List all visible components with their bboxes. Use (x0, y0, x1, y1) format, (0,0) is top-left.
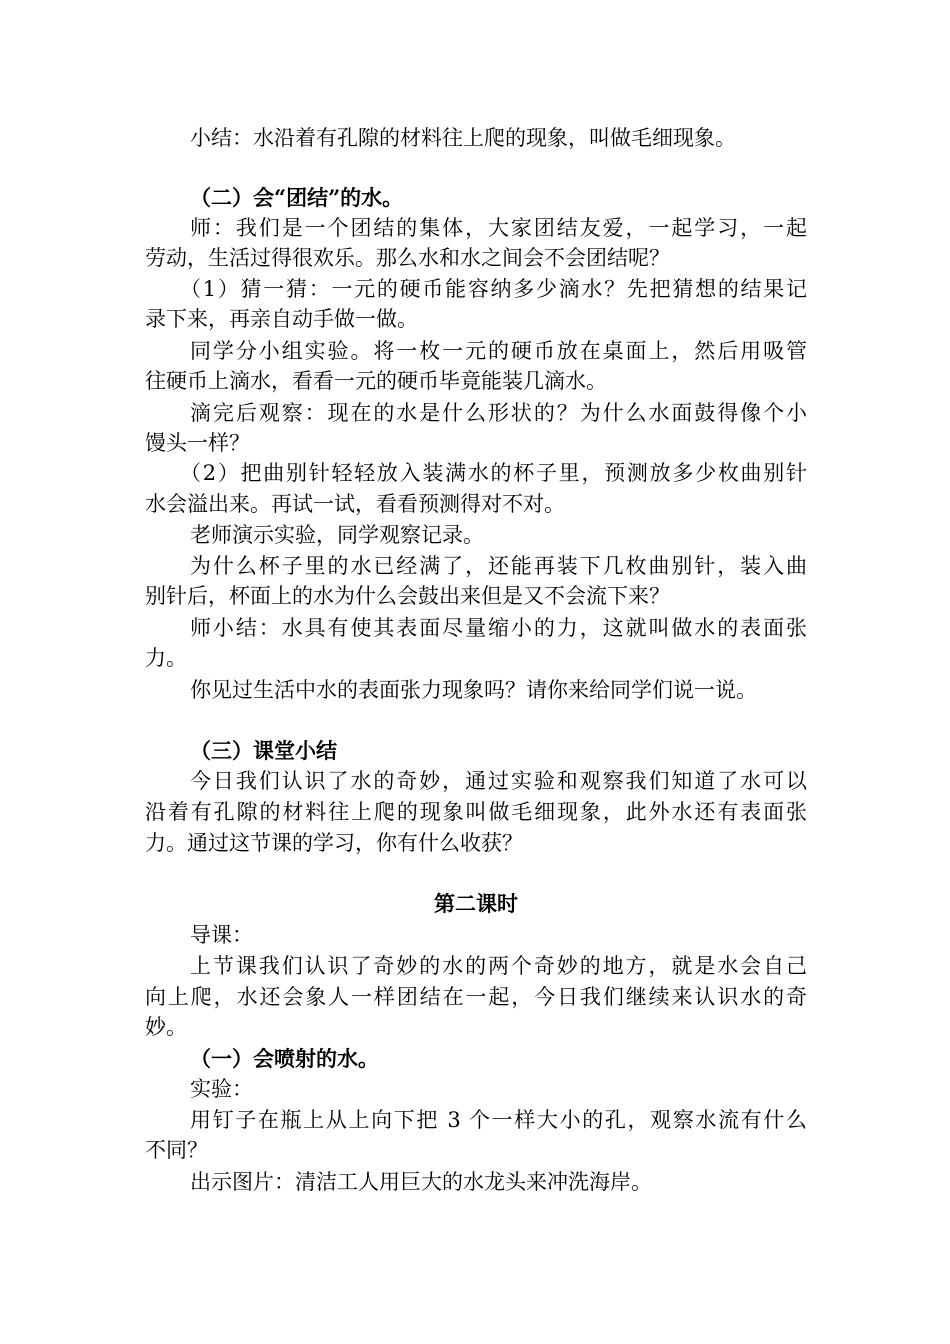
paragraph-line: 沿着有孔隙的材料往上爬的现象叫做毛细现象，此外水还有表面张 (145, 800, 807, 824)
paragraph-line: 录下来，再亲自动手做一做。 (145, 307, 418, 331)
paragraph-line: 馒头一样？ (145, 431, 250, 455)
paragraph-line: 向上爬，水还会象人一样团结在一起，今日我们继续来认识水的奇 (145, 985, 807, 1009)
section-2-heading: （二）会“团结”的水。 (190, 185, 404, 210)
paragraph-line: （1）猜一猜：一元的硬币能容纳多少滴水？先把猜想的结果记 (180, 277, 807, 301)
paragraph-line: 妙。 (145, 1015, 187, 1039)
paragraph-line: 师小结：水具有使其表面尽量缩小的力，这就叫做水的表面张 (190, 616, 807, 640)
paragraph-line: 水会溢出来。再试一试，看看预测得对不对。 (145, 492, 565, 516)
paragraph-line: 劳动，生活过得很欢乐。那么水和水之间会不会团结呢？ (145, 246, 670, 270)
summary-1: 小结：水沿着有孔隙的材料往上爬的现象，叫做毛细现象。 (190, 126, 736, 150)
paragraph-line: （2）把曲别针轻轻放入装满水的杯子里，预测放多少枚曲别针 (180, 461, 807, 485)
intro-label: 导课： (190, 923, 253, 947)
section-3-heading: （三）课堂小结 (190, 738, 337, 763)
paragraph-line: 今日我们认识了水的奇妙，通过实验和观察我们知道了水可以 (190, 769, 807, 793)
paragraph-line: 力。 (145, 646, 187, 670)
paragraph-line: 不同？ (145, 1138, 208, 1162)
paragraph-line: 滴完后观察：现在的水是什么形状的？为什么水面鼓得像个小 (190, 401, 807, 425)
paragraph-line: 上节课我们认识了奇妙的水的两个奇妙的地方，就是水会自己 (190, 954, 807, 978)
paragraph-line: 往硬币上滴水，看看一元的硬币毕竟能装几滴水。 (145, 369, 607, 393)
paragraph-line: 你见过生活中水的表面张力现象吗？请你来给同学们说一说。 (190, 678, 757, 702)
paragraph-line: 用钉子在瓶上从上向下把 3 个一样大小的孔，观察水流有什么 (190, 1108, 807, 1132)
paragraph-line: 同学分小组实验。将一枚一元的硬币放在桌面上，然后用吸管 (190, 339, 807, 363)
paragraph-line: 别针后，杯面上的水为什么会鼓出来但是又不会流下来？ (145, 584, 670, 608)
paragraph-line: 力。通过这节课的学习，你有什么收获？ (145, 831, 523, 855)
paragraph-line: 出示图片：清洁工人用巨大的水龙头来冲洗海岸。 (190, 1170, 652, 1194)
section-1-heading: （一）会喷射的水。 (190, 1046, 379, 1071)
paragraph-line: 为什么杯子里的水已经满了，还能再装下几枚曲别针，装入曲 (190, 554, 807, 578)
experiment-label: 实验： (190, 1077, 253, 1101)
lesson-2-title: 第二课时 (434, 891, 518, 916)
paragraph-line: 师：我们是一个团结的集体，大家团结友爱，一起学习，一起 (190, 216, 807, 240)
paragraph-line: 老师演示实验，同学观察记录。 (190, 523, 484, 547)
